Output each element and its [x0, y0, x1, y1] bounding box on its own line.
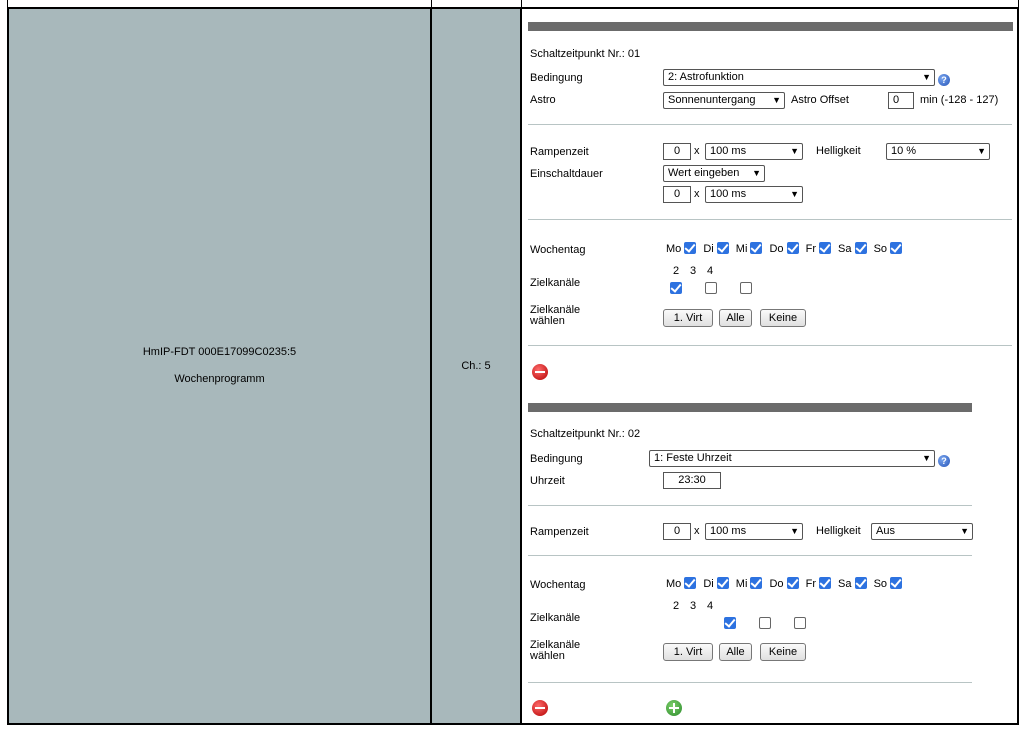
zielkanaele-waehlen-label: [530, 640, 580, 662]
channel-checkbox[interactable]: [794, 617, 806, 629]
weekday-checkbox[interactable]: [750, 242, 762, 254]
chevron-down-icon: ▼: [922, 453, 931, 463]
weekday-checkbox[interactable]: [787, 242, 799, 254]
weekday-checkboxes: [666, 242, 902, 255]
channel-number: 4: [707, 600, 714, 612]
chevron-down-icon: ▼: [752, 168, 761, 178]
weekday-checkbox[interactable]: [684, 242, 696, 254]
times-symbol: x: [694, 525, 700, 537]
channel-checkbox[interactable]: [759, 617, 771, 629]
einschaltdauer-label: Einschaltdauer: [530, 168, 603, 180]
bedingung-value: 2: Astrofunktion: [668, 71, 744, 83]
dauer-unit-select[interactable]: [705, 186, 803, 203]
keine-button[interactable]: Keine: [760, 309, 806, 327]
astro-value: Sonnenuntergang: [668, 94, 756, 106]
chevron-down-icon: ▼: [790, 189, 799, 199]
ramp-unit-select[interactable]: [705, 523, 803, 540]
astro-offset-label: Astro Offset: [791, 94, 849, 106]
delete-icon[interactable]: [532, 364, 548, 380]
uhrzeit-label: Uhrzeit: [530, 475, 565, 487]
weekday-checkbox[interactable]: [684, 577, 696, 589]
weekday-checkbox[interactable]: [819, 242, 831, 254]
entry-header-bar: [528, 22, 1013, 31]
bedingung-select[interactable]: [663, 69, 935, 86]
alle-button[interactable]: Alle: [719, 643, 752, 661]
wochentag-label: Wochentag: [530, 579, 586, 591]
device-name: HmIP-FDT 000E17099C0235:5: [142, 346, 297, 358]
weekday-label: Mi: [735, 243, 748, 255]
dauer-value-input[interactable]: 0: [663, 186, 691, 203]
label-line: Zielkanäle: [530, 639, 581, 651]
channel-checkbox[interactable]: [724, 617, 736, 629]
weekday-label: Mo: [666, 243, 682, 255]
einschaltdauer-value: Wert eingeben: [668, 167, 740, 179]
add-icon[interactable]: [666, 700, 682, 716]
weekday-label: Do: [769, 243, 784, 255]
weekday-label: Fr: [805, 578, 816, 590]
divider: [528, 555, 972, 556]
astro-offset-input[interactable]: 0: [888, 92, 914, 109]
helligkeit-select[interactable]: [886, 143, 990, 160]
ramp-value-input[interactable]: 0: [663, 143, 691, 160]
chevron-down-icon: ▼: [977, 146, 986, 156]
channel-number: 2: [673, 265, 680, 277]
entry-title: Schaltzeitpunkt Nr.: 01: [530, 48, 641, 60]
weekday-label: So: [873, 578, 888, 590]
weekday-label: Fr: [805, 243, 816, 255]
chevron-down-icon: ▼: [790, 526, 799, 536]
divider: [528, 505, 972, 506]
delete-icon[interactable]: [532, 700, 548, 716]
weekday-checkbox[interactable]: [855, 242, 867, 254]
virt-button[interactable]: 1. Virt: [663, 643, 713, 661]
weekday-label: Mo: [666, 578, 682, 590]
column-divider: [431, 0, 432, 8]
weekday-label: Di: [703, 243, 714, 255]
weekday-label: Sa: [838, 243, 852, 255]
chevron-down-icon: ▼: [772, 95, 781, 105]
chevron-down-icon: ▼: [960, 526, 969, 536]
zielkanaele-waehlen-label: [530, 305, 580, 327]
weekday-label: So: [873, 243, 888, 255]
channel-checkbox[interactable]: [740, 282, 752, 294]
times-symbol: x: [694, 145, 700, 157]
weekday-label: Mi: [735, 578, 748, 590]
weekday-label: Sa: [838, 578, 852, 590]
ramp-unit-value: 100 ms: [710, 525, 747, 537]
einschaltdauer-select[interactable]: [663, 165, 765, 182]
zielkanaele-label: Zielkanäle: [530, 277, 581, 289]
table-header-strip: [7, 0, 1019, 8]
channel-cell: [432, 9, 522, 723]
label-line: wählen: [530, 650, 565, 662]
dauer-unit-value: 100 ms: [710, 188, 747, 200]
helligkeit-select[interactable]: [871, 523, 973, 540]
weekday-label: Di: [703, 578, 714, 590]
rampenzeit-label: Rampenzeit: [530, 146, 589, 158]
weekday-checkbox[interactable]: [890, 242, 902, 254]
ramp-unit-value: 100 ms: [710, 145, 747, 157]
channel-checkbox[interactable]: [670, 282, 682, 294]
label-line: Zielkanäle: [530, 304, 581, 316]
channel-checkbox[interactable]: [705, 282, 717, 294]
label-line: wählen: [530, 315, 565, 327]
weekday-checkbox[interactable]: [717, 577, 729, 589]
astro-label: Astro: [530, 94, 556, 106]
bedingung-label: Bedingung: [530, 453, 583, 465]
channel-number: 3: [690, 600, 697, 612]
bedingung-select[interactable]: [649, 450, 935, 467]
rampenzeit-label: Rampenzeit: [530, 526, 589, 538]
entry-title: Schaltzeitpunkt Nr.: 02: [530, 428, 641, 440]
times-symbol: x: [694, 188, 700, 200]
help-icon[interactable]: ?: [938, 455, 950, 467]
weekday-checkbox[interactable]: [819, 577, 831, 589]
schedule-panel: [522, 9, 1017, 723]
virt-button[interactable]: 1. Virt: [663, 309, 713, 327]
bedingung-label: Bedingung: [530, 72, 583, 84]
uhrzeit-input[interactable]: 23:30: [663, 472, 721, 489]
channel-number: 2: [673, 600, 680, 612]
entry-header-bar: [528, 403, 972, 412]
bedingung-value: 1: Feste Uhrzeit: [654, 452, 732, 464]
keine-button[interactable]: Keine: [760, 643, 806, 661]
help-icon[interactable]: ?: [938, 74, 950, 86]
helligkeit-label: Helligkeit: [816, 525, 861, 537]
chevron-down-icon: ▼: [790, 146, 799, 156]
channel-label: Ch.: 5: [461, 360, 491, 372]
zielkanaele-label: Zielkanäle: [530, 612, 581, 624]
weekday-checkboxes: [666, 577, 902, 590]
helligkeit-value: 10 %: [891, 145, 917, 157]
astro-offset-range: min (-128 - 127): [920, 94, 999, 106]
weekday-checkbox[interactable]: [855, 577, 867, 589]
chevron-down-icon: ▼: [922, 72, 931, 82]
astro-select[interactable]: [663, 92, 785, 109]
program-name: Wochenprogramm: [174, 373, 265, 385]
alle-button[interactable]: Alle: [719, 309, 752, 327]
helligkeit-value: Aus: [876, 525, 895, 537]
channel-number: 3: [690, 265, 697, 277]
weekday-checkbox[interactable]: [750, 577, 762, 589]
channel-number: 4: [707, 265, 714, 277]
device-row: [7, 8, 1019, 725]
weekday-checkbox[interactable]: [717, 242, 729, 254]
weekday-checkbox[interactable]: [890, 577, 902, 589]
divider: [528, 219, 1012, 220]
divider: [528, 682, 972, 683]
ramp-value-input[interactable]: 0: [663, 523, 691, 540]
helligkeit-label: Helligkeit: [816, 145, 861, 157]
wochentag-label: Wochentag: [530, 244, 586, 256]
weekday-checkbox[interactable]: [787, 577, 799, 589]
weekday-label: Do: [769, 578, 784, 590]
divider: [528, 124, 1012, 125]
divider: [528, 345, 1012, 346]
ramp-unit-select[interactable]: [705, 143, 803, 160]
column-divider: [521, 0, 522, 8]
device-cell: [9, 9, 432, 723]
